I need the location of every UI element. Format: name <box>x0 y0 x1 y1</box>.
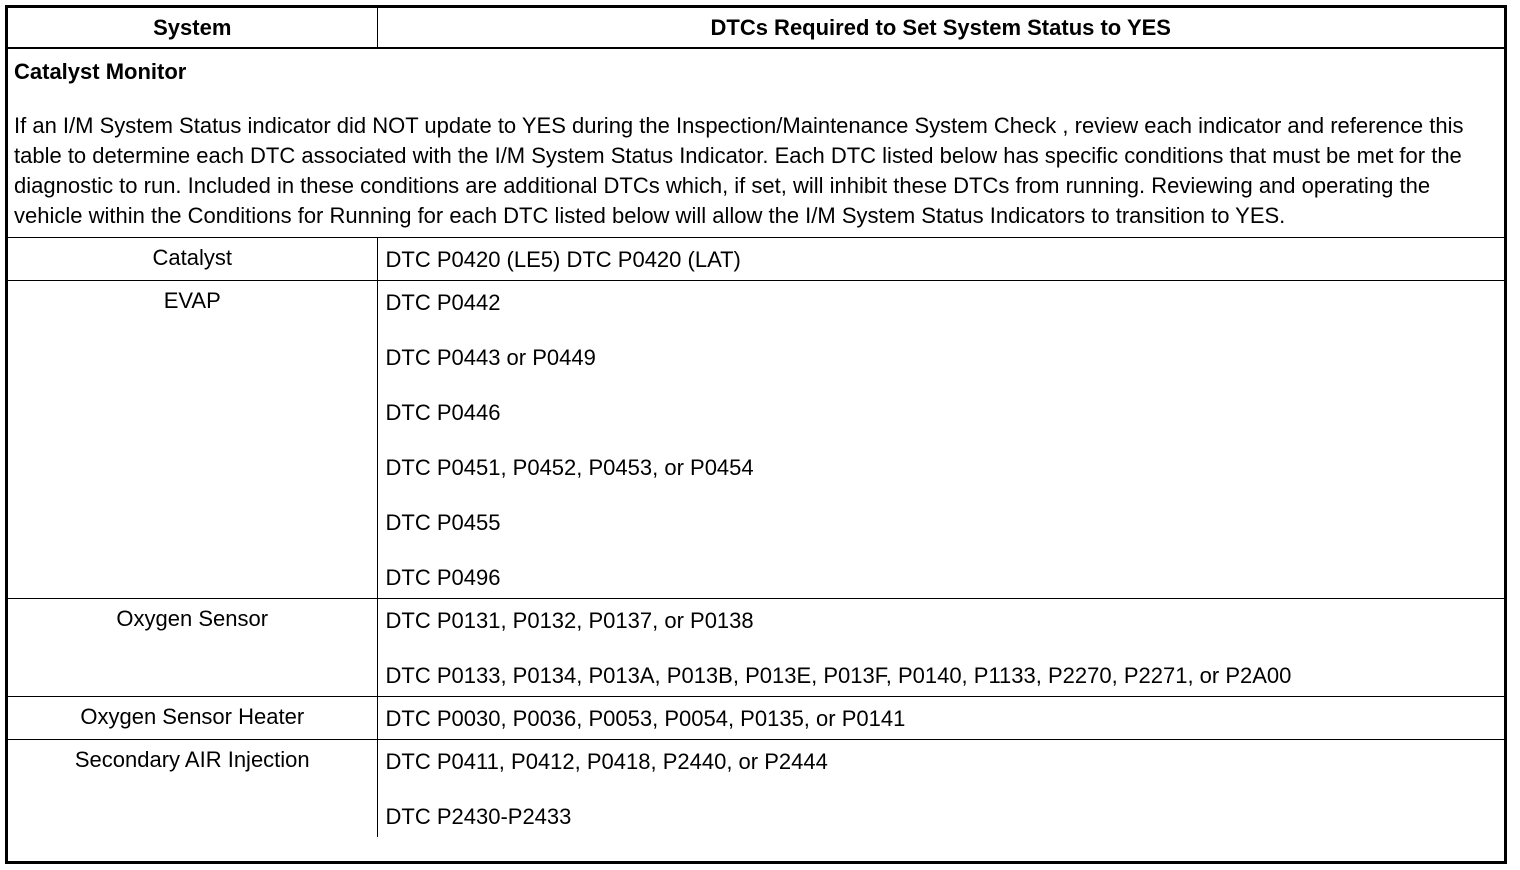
table <box>8 8 1504 837</box>
dtc-cell <box>377 599 1504 697</box>
dtc-line: DTC P0131, P0132, P0137, or P0138 <box>385 608 754 633</box>
note-row <box>8 48 1504 238</box>
table-row <box>8 697 1504 740</box>
dtc-cell <box>377 281 1504 599</box>
note-cell <box>8 48 1504 238</box>
dtc-line: DTC P0030, P0036, P0053, P0054, P0135, or P0141 <box>385 706 906 731</box>
system-cell: Secondary AIR Injection <box>8 740 377 838</box>
system-cell: Oxygen Sensor <box>8 599 377 697</box>
table-row <box>8 238 1504 281</box>
dtc-line: DTC P2430-P2433 <box>385 804 572 829</box>
dtc-line: DTC P0446 <box>385 400 501 425</box>
dtc-line: DTC P0496 <box>385 565 501 590</box>
dtc-cell <box>377 238 1504 281</box>
dtc-line: DTC P0455 <box>385 510 501 535</box>
note-body: If an I/M System Status indicator did NOT update to YES during the Inspection/Maintenance System Check , review each indicator and reference this table to determine each DTC associated with the I/M System Status Indicator. Each DTC listed below has specific conditions that must be met for the diagnostic to run. Included in these conditions are additional DTCs which, if set, will inhibit these DTCs from running. Reviewing and operating the vehicle within the Conditions for Running for each DTC listed below will allow the I/M System Status Indicators to transition to YES. <box>14 113 1464 228</box>
system-cell: Catalyst <box>8 238 377 281</box>
table-row <box>8 740 1504 838</box>
system-cell: Oxygen Sensor Heater <box>8 697 377 740</box>
system-cell: EVAP <box>8 281 377 599</box>
dtc-line: DTC P0442 <box>385 290 501 315</box>
header-dtcs: DTCs Required to Set System Status to YES <box>377 8 1504 48</box>
header-system: System <box>8 8 377 48</box>
dtc-line: DTC P0133, P0134, P013A, P013B, P013E, P013F, P0140, P1133, P2270, P2271, or P2A00 <box>385 663 1292 688</box>
header-row <box>8 8 1504 48</box>
table-row <box>8 281 1504 599</box>
dtc-line: DTC P0420 (LE5) DTC P0420 (LAT) <box>385 247 741 272</box>
dtc-line: DTC P0411, P0412, P0418, P2440, or P2444 <box>385 749 828 774</box>
dtc-system-status-table <box>5 5 1507 864</box>
dtc-cell <box>377 697 1504 740</box>
dtc-line: DTC P0451, P0452, P0453, or P0454 <box>385 455 754 480</box>
dtc-cell <box>377 740 1504 838</box>
dtc-line: DTC P0443 or P0449 <box>385 345 596 370</box>
table-row <box>8 599 1504 697</box>
note-title: Catalyst Monitor <box>14 59 187 84</box>
